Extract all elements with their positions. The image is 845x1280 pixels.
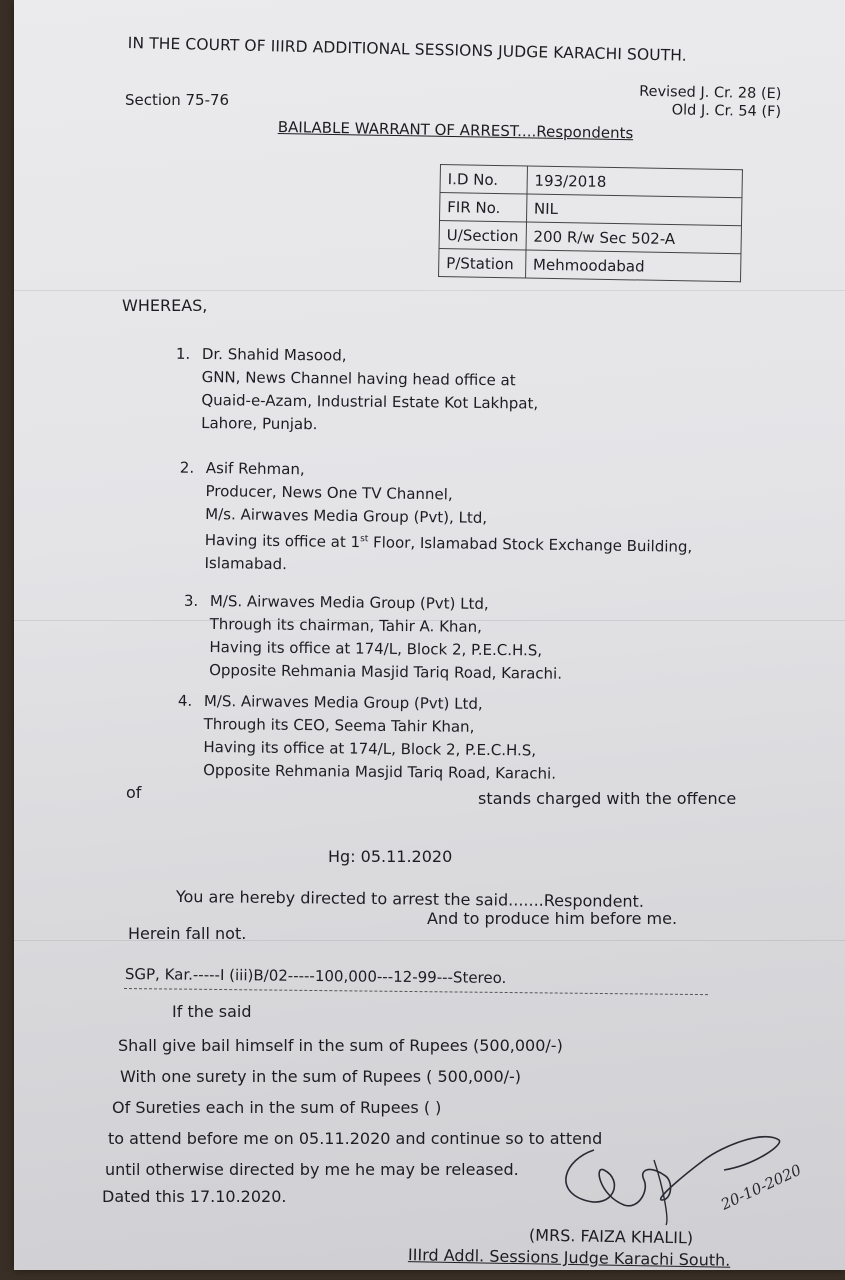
respondent-line: Dr. Shahid Masood, — [201, 344, 347, 365]
respondent-2 — [179, 457, 693, 582]
section-label: Section 75-76 — [125, 91, 230, 109]
whereas-heading: WHEREAS, — [122, 296, 208, 315]
respondent-3 — [183, 590, 563, 686]
respondent-number: 3. — [183, 591, 199, 610]
respondent-number: 1. — [175, 344, 191, 363]
case-info-table — [438, 164, 743, 282]
bail-line: Of Sureties each in the sum of Rupees ( ) — [112, 1098, 442, 1117]
old-ref: Old J. Cr. 54 (F) — [671, 102, 781, 121]
respondent-number: 4. — [177, 691, 193, 710]
if-said: If the said — [172, 1002, 252, 1021]
produce-directive: And to produce him before me. — [427, 909, 678, 928]
judge-title: IIIrd Addl. Sessions Judge Karachi South. — [407, 1245, 731, 1270]
id-value: 193/2018 — [527, 166, 742, 198]
respondent-line: Asif Rehman, — [205, 458, 305, 479]
respondent-line: M/s. Airwaves Media Group (Pvt), Ltd, — [205, 504, 488, 527]
respondent-number: 2. — [179, 458, 195, 477]
respondent-line: Through its CEO, Seema Tahir Khan, — [203, 714, 475, 736]
section-label-cell: U/Section — [439, 221, 526, 251]
bail-conditions — [105, 1030, 612, 1185]
respondent-4 — [177, 690, 557, 786]
court-heading: IN THE COURT OF IIIRD ADDITIONAL SESSIONS JUDGE KARACHI SOUTH. — [127, 34, 687, 65]
respondent-line: Through its chairman, Tahir A. Khan, — [209, 614, 483, 636]
bail-line: With one surety in the sum of Rupees ( 500,000/-) — [120, 1067, 522, 1086]
respondent-line: Having its office at 174/L, Block 2, P.E.C.H.S, — [209, 637, 543, 660]
bail-line: Shall give bail himself in the sum of Rupees (500,000/-) — [118, 1036, 563, 1055]
table-row — [439, 248, 741, 281]
warrant-title: BAILABLE WARRANT OF ARREST....Respondents — [277, 118, 634, 143]
fir-value: NIL — [526, 194, 741, 226]
respondent-line: Quaid-e-Azam, Industrial Estate Kot Lakhpat, — [201, 390, 539, 413]
charged-text: stands charged with the offence — [478, 789, 737, 808]
respondent-line: Having its office at 1st Floor, Islamabad Stock Exchange Building, — [204, 530, 693, 556]
judge-name: (MRS. FAIZA KHALIL) — [528, 1225, 694, 1248]
id-label: I.D No. — [440, 165, 527, 195]
respondent-line: Opposite Rehmania Masjid Tariq Road, Karachi. — [203, 760, 557, 783]
handwritten-date: 20-10-2020 — [718, 1160, 805, 1214]
respondent-line: GNN, News Channel having head office at — [201, 367, 516, 390]
station-label: P/Station — [439, 248, 526, 278]
hearing-date: Hg: 05.11.2020 — [328, 847, 453, 866]
respondent-1 — [175, 343, 539, 439]
paper-fold — [14, 290, 845, 291]
respondent-line: M/S. Airwaves Media Group (Pvt) Ltd, — [209, 591, 489, 613]
section-value: 200 R/w Sec 502-A — [526, 222, 741, 254]
respondent-line: Having its office at 174/L, Block 2, P.E.C.H.S, — [203, 737, 537, 760]
warrant-document — [14, 0, 845, 1270]
respondent-line: M/S. Airwaves Media Group (Pvt) Ltd, — [203, 691, 483, 713]
dated-line: Dated this 17.10.2020. — [102, 1187, 287, 1206]
bail-line: until otherwise directed by me he may be released. — [105, 1160, 519, 1179]
revised-ref: Revised J. Cr. 28 (E) — [638, 83, 782, 103]
fir-label: FIR No. — [440, 193, 527, 223]
station-value: Mehmoodabad — [525, 250, 740, 282]
fall-not: Herein fall not. — [128, 924, 247, 943]
respondent-line: Islamabad. — [204, 553, 288, 574]
respondent-line: Lahore, Punjab. — [201, 413, 318, 434]
dashed-divider — [124, 988, 708, 995]
bail-line: to attend before me on 05.11.2020 and continue so to attend — [108, 1129, 603, 1148]
arrest-directive: You are hereby directed to arrest the said.......Respondent. — [175, 887, 645, 911]
respondent-line: Producer, News One TV Channel, — [205, 481, 453, 504]
handwritten-signature — [554, 1120, 845, 1230]
form-reference — [638, 83, 781, 121]
of-label: of — [126, 783, 142, 802]
printer-line: SGP, Kar.-----I (iii)B/02-----100,000---12-99---Stereo. — [124, 965, 507, 987]
respondent-line: Opposite Rehmania Masjid Tariq Road, Karachi. — [209, 660, 563, 683]
